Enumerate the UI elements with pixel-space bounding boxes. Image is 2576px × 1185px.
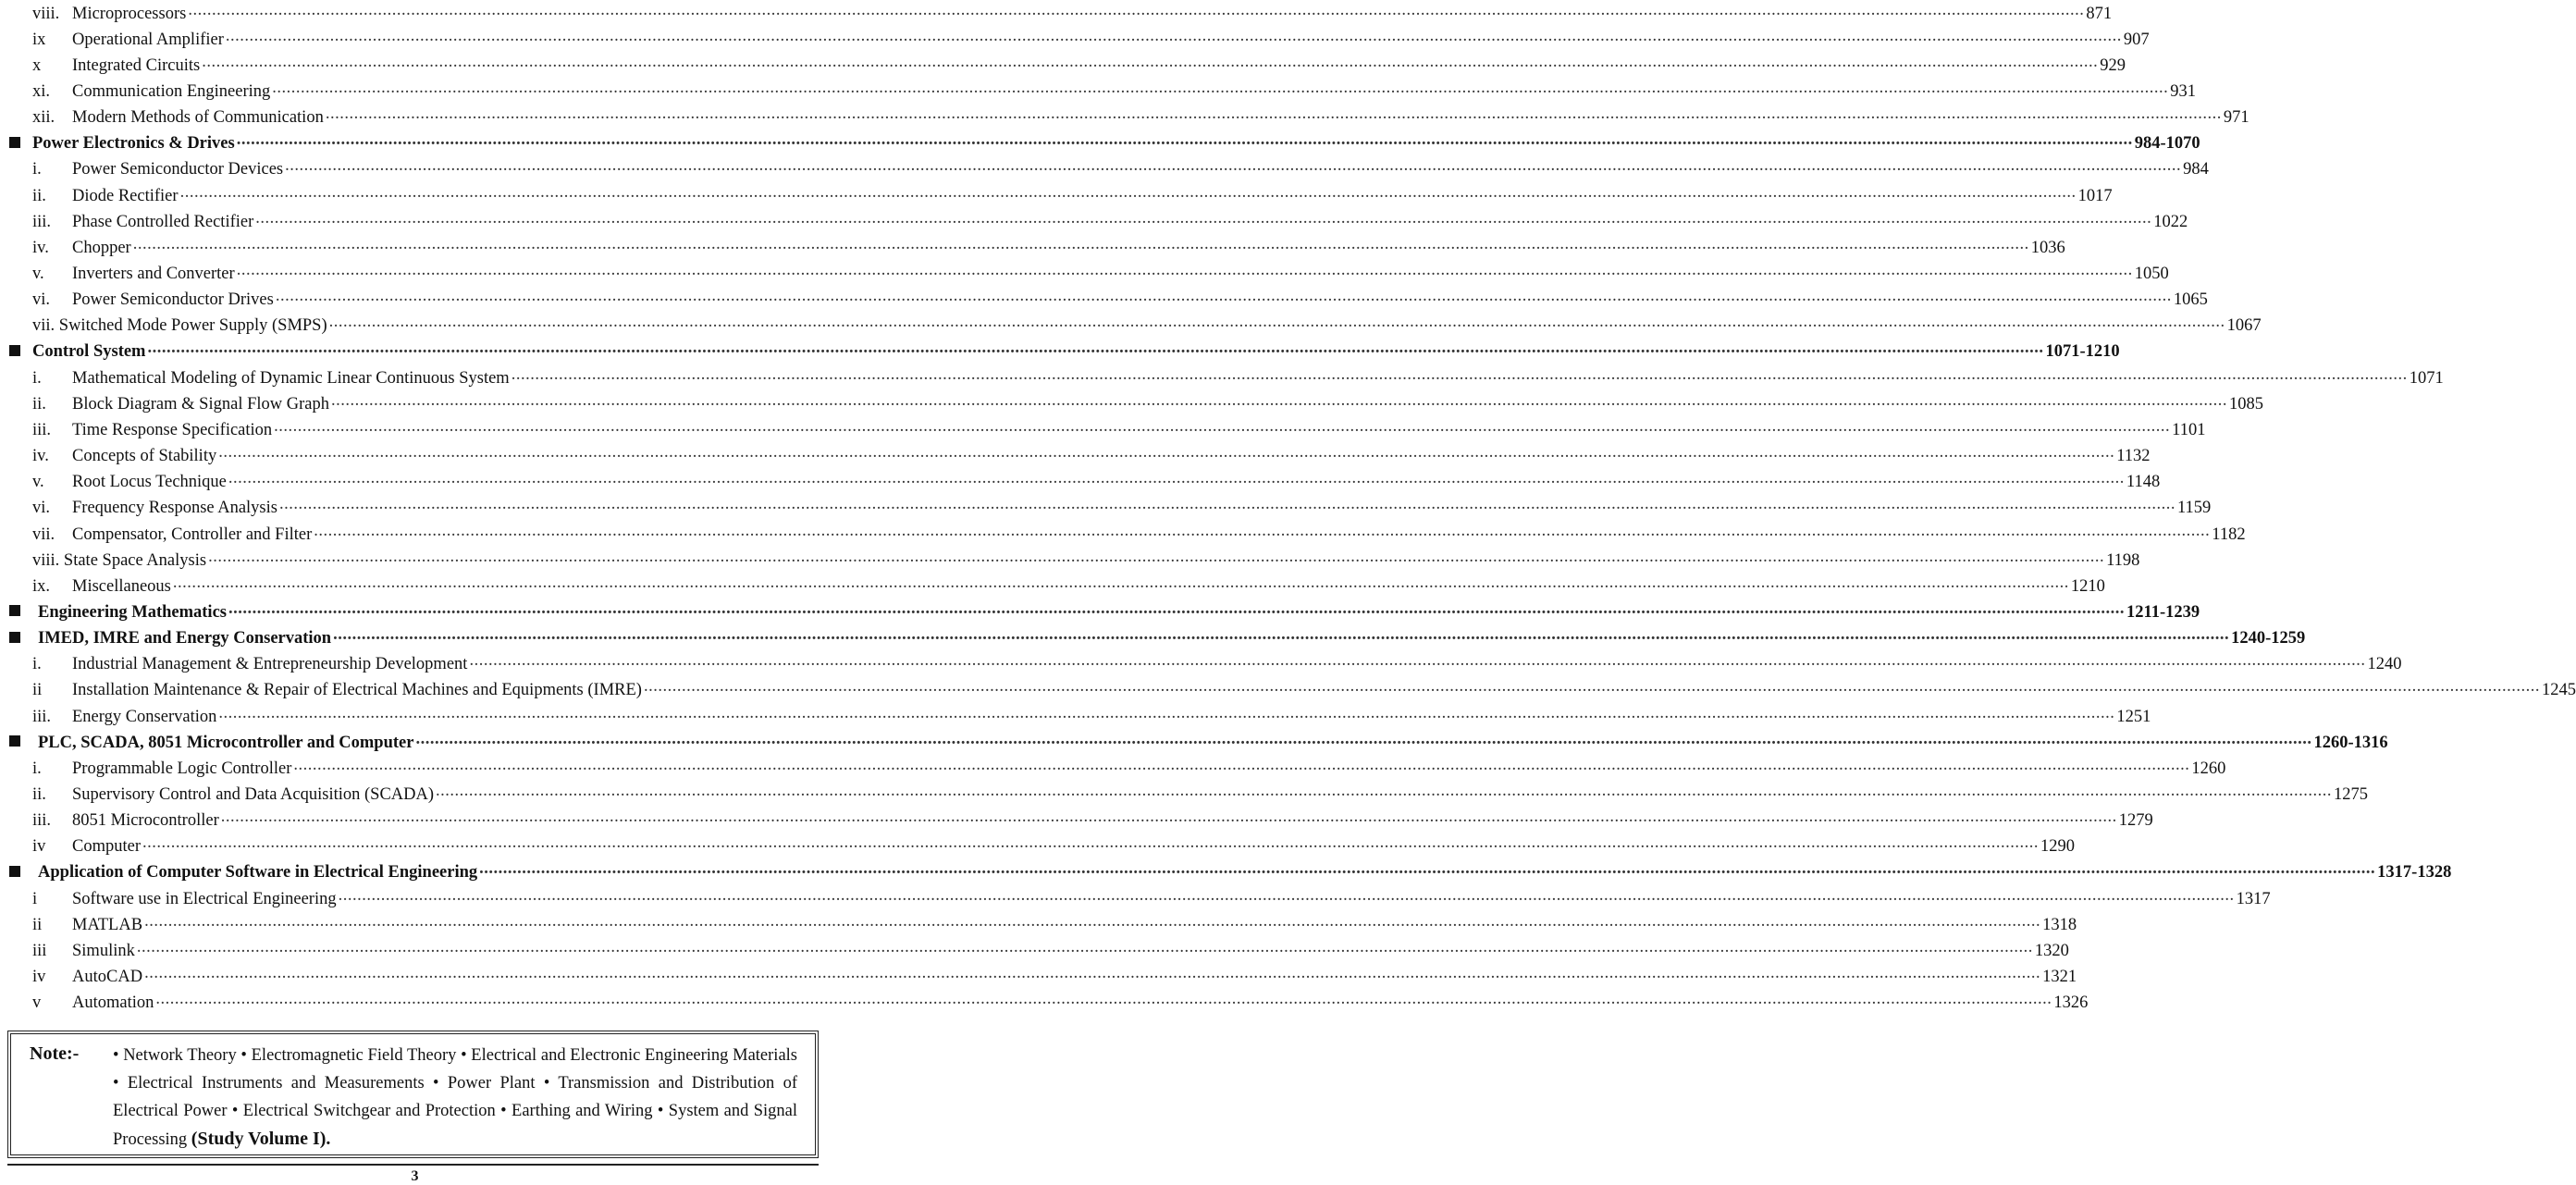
toc-entry <box>0 313 2262 339</box>
toc-entry-page: 1132 <box>2116 447 2151 466</box>
toc-entry-page: 1159 <box>2176 499 2212 518</box>
toc-entry-title: Modern Methods of Communication <box>72 108 324 128</box>
toc-entry-title: IMED, IMRE and Energy Conservation <box>38 629 332 648</box>
toc-entry-page: 1320 <box>2034 941 2069 960</box>
toc-entry-title: Control System <box>32 342 146 362</box>
toc-entry-number: iii. <box>32 212 52 231</box>
dot-leader: ................................................................................................................................................................................................................................................................................................................................................................................................................ <box>293 755 2190 774</box>
toc-entry-page: 971 <box>2223 108 2249 128</box>
toc-entry <box>0 495 2212 521</box>
toc-entry-page: 984 <box>2183 160 2209 179</box>
toc-entry-number: iv <box>32 968 46 987</box>
toc-entry-title: Industrial Management & Entrepreneurship Development <box>72 655 468 674</box>
toc-entry <box>0 782 2369 808</box>
dot-leader: ................................................................................................................................................................................................................................................................................................................................................................................................................ <box>188 0 2085 19</box>
toc-entry-number: i. <box>32 655 42 674</box>
toc-entry-number: iv <box>32 837 46 857</box>
toc-entry-page: 1148 <box>2126 473 2161 492</box>
dot-leader: ................................................................................................................................................................................................................................................................................................................................................................................................................ <box>255 208 2152 228</box>
dot-leader: ................................................................................................................................................................................................................................................................................................................................................................................................................ <box>218 703 2115 722</box>
dot-leader: ................................................................................................................................................................................................................................................................................................................................................................................................................ <box>147 339 2044 358</box>
toc-entry-title: Engineering Mathematics <box>38 602 227 622</box>
dot-leader: ................................................................................................................................................................................................................................................................................................................................................................................................................ <box>436 782 2333 800</box>
toc-entry-title: Root Locus Technique <box>72 473 227 492</box>
toc-entry-page: 1240 <box>2367 655 2402 674</box>
toc-entry <box>0 469 2161 495</box>
toc-entry-page: 1279 <box>2118 811 2153 831</box>
footer-rule <box>7 1164 819 1166</box>
note-item: Electrical Instruments and Measurements <box>127 1074 425 1092</box>
toc-entry <box>0 651 2402 677</box>
toc-entry <box>0 26 2150 52</box>
toc-entry-page: 1036 <box>2030 238 2065 257</box>
toc-entry <box>0 703 2151 729</box>
dot-leader: ................................................................................................................................................................................................................................................................................................................................................................................................................ <box>479 859 2376 879</box>
dot-leader: ................................................................................................................................................................................................................................................................................................................................................................................................................ <box>236 261 2133 279</box>
toc-entry-number: iii. <box>32 811 52 831</box>
toc-entry-page: 1326 <box>2053 994 2089 1013</box>
toc-entry-title: Frequency Response Analysis <box>72 499 277 518</box>
toc-entry <box>0 443 2151 469</box>
dot-leader: ................................................................................................................................................................................................................................................................................................................................................................................................................ <box>469 651 2366 671</box>
toc-entry-title: Simulink <box>72 941 135 960</box>
toc-entry-page: 1067 <box>2226 316 2262 336</box>
toc-entry <box>0 677 2576 703</box>
square-bullet-icon <box>9 632 20 643</box>
dot-leader: ................................................................................................................................................................................................................................................................................................................................................................................................................ <box>144 911 2041 931</box>
toc-entry-title: PLC, SCADA, 8051 Microcontroller and Computer <box>38 733 414 752</box>
toc-entry <box>0 182 2113 208</box>
toc-entry-number: x <box>32 56 42 75</box>
toc-entry-page: 1182 <box>2212 525 2246 544</box>
toc-entry <box>0 911 2077 937</box>
dot-leader: ................................................................................................................................................................................................................................................................................................................................................................................................................ <box>218 443 2115 463</box>
note-item: Earthing and Wiring <box>512 1102 653 1120</box>
dot-leader: ................................................................................................................................................................................................................................................................................................................................................................................................................ <box>202 52 2099 71</box>
toc-entry-number: ix <box>32 30 46 49</box>
toc-entry-title: Communication Engineering <box>72 81 271 101</box>
toc-entry <box>0 521 2246 547</box>
toc-entry-page: 907 <box>2123 30 2150 49</box>
toc-entry-title: vii. Switched Mode Power Supply (SMPS) <box>32 316 327 336</box>
toc-entry-number: ix. <box>32 576 51 596</box>
toc-entry-number: ii. <box>32 394 46 414</box>
toc-entry-title: Software use in Electrical Engineering <box>72 889 337 908</box>
square-bullet-icon <box>9 137 20 148</box>
toc-entry-title: Integrated Circuits <box>72 56 201 75</box>
note-item: Electrical and Electronic Engineering Materials <box>471 1046 797 1065</box>
toc-entry-number: iv. <box>32 238 49 257</box>
toc-entry-title: Microprocessors <box>72 4 187 23</box>
toc-entry-page: 1290 <box>2040 837 2075 857</box>
note-item: Electrical Switchgear and Protection <box>242 1102 496 1120</box>
dot-leader: ................................................................................................................................................................................................................................................................................................................................................................................................................ <box>132 234 2029 253</box>
toc-entry-title: Block Diagram & Signal Flow Graph <box>72 394 329 414</box>
toc-entry-number: iii <box>32 941 47 960</box>
toc-entry-title: Miscellaneous <box>72 576 171 596</box>
toc-entry-number: v. <box>32 473 44 492</box>
toc-entry-title: Operational Amplifier <box>72 30 224 49</box>
note-item: Electromagnetic Field Theory <box>251 1046 457 1065</box>
toc-entry-number: iv. <box>32 447 49 466</box>
toc-entry-page: 1071-1210 <box>2045 342 2120 362</box>
toc-entry-title: AutoCAD <box>72 968 143 987</box>
toc-entry-title: Power Electronics & Drives <box>32 134 235 154</box>
toc-section-heading <box>0 859 2452 885</box>
toc-entry-page: 1251 <box>2116 707 2151 726</box>
toc-entry-title: Programmable Logic Controller <box>72 759 292 778</box>
toc-entry-title: Concepts of Stability <box>72 447 217 466</box>
toc-entry-page: 1260 <box>2191 759 2226 778</box>
toc-entry <box>0 547 2140 573</box>
toc-entry-page: 1050 <box>2134 265 2169 283</box>
toc-entry-number: iii. <box>32 707 52 726</box>
note-item: Network Theory <box>123 1046 237 1065</box>
dot-leader: ................................................................................................................................................................................................................................................................................................................................................................................................................ <box>333 625 2230 645</box>
toc-entry-page: 1245 <box>2541 681 2576 700</box>
toc-entry-page: 1318 <box>2042 915 2077 934</box>
square-bullet-icon <box>9 866 20 877</box>
dot-leader: ................................................................................................................................................................................................................................................................................................................................................................................................................ <box>285 156 2182 176</box>
dot-leader: ................................................................................................................................................................................................................................................................................................................................................................................................................ <box>274 416 2171 436</box>
dot-leader: ................................................................................................................................................................................................................................................................................................................................................................................................................ <box>325 105 2222 124</box>
toc-entry-number: vi. <box>32 290 51 310</box>
toc-entry-number: iii. <box>32 420 52 439</box>
toc-entry-number: i. <box>32 759 42 778</box>
toc-entry <box>0 234 2065 260</box>
toc-entry-number: ii. <box>32 186 46 205</box>
toc-entry-page: 1210 <box>2070 576 2105 596</box>
dot-leader: ................................................................................................................................................................................................................................................................................................................................................................................................................ <box>314 521 2211 540</box>
note-item: Transmission and Distribution of Electrical Power <box>113 1074 797 1120</box>
toc-entry-title: Automation <box>72 994 154 1013</box>
dot-leader: ................................................................................................................................................................................................................................................................................................................................................................................................................ <box>155 990 2052 1009</box>
toc-entry <box>0 390 2263 416</box>
toc-entry-page: 1022 <box>2153 212 2188 231</box>
toc-section-heading <box>0 729 2388 755</box>
toc-section-heading <box>0 599 2200 624</box>
toc-entry-page: 1198 <box>2106 550 2140 570</box>
toc-entry-number: ii <box>32 915 43 934</box>
toc-entry-page: 984-1070 <box>2134 134 2200 154</box>
toc-entry-page: 871 <box>2086 4 2113 23</box>
dot-leader: ................................................................................................................................................................................................................................................................................................................................................................................................................ <box>272 78 2169 97</box>
toc-entry-number: vi. <box>32 499 51 518</box>
toc-entry-title: Mathematical Modeling of Dynamic Linear Continuous System <box>72 368 510 388</box>
toc-entry <box>0 52 2126 78</box>
toc-entry-page: 1101 <box>2172 420 2206 439</box>
toc-entry-title: viii. State Space Analysis <box>32 550 207 570</box>
toc-entry <box>0 105 2249 130</box>
toc-entry <box>0 964 2077 990</box>
note-item: System and Signal Processing <box>113 1102 798 1149</box>
toc-entry-title: Diode Rectifier <box>72 186 179 205</box>
toc-entry <box>0 0 2113 26</box>
toc-entry <box>0 755 2226 781</box>
note-suffix: (Study Volume I). <box>191 1129 331 1149</box>
dot-leader: ................................................................................................................................................................................................................................................................................................................................................................................................................ <box>328 313 2225 332</box>
toc-entry <box>0 364 2444 390</box>
toc-entry-page: 931 <box>2170 81 2196 101</box>
toc-entry-page: 1017 <box>2077 186 2113 205</box>
toc-entry-title: Energy Conservation <box>72 707 217 726</box>
toc-section-heading <box>0 339 2120 364</box>
toc-entry <box>0 208 2188 234</box>
square-bullet-icon <box>9 735 20 747</box>
toc-entry <box>0 808 2153 833</box>
toc-entry-title: Phase Controlled Rectifier <box>72 212 254 231</box>
toc-entry-page: 1317-1328 <box>2377 863 2452 883</box>
toc-entry-title: Supervisory Control and Data Acquisition (SCADA) <box>72 785 435 804</box>
toc-entry-page: 929 <box>2100 56 2126 75</box>
toc-entry-number: v. <box>32 265 44 283</box>
dot-leader: ................................................................................................................................................................................................................................................................................................................................................................................................................ <box>142 833 2039 853</box>
toc-entry-title: Computer <box>72 837 141 857</box>
toc-entry-title: Compensator, Controller and Filter <box>72 525 313 544</box>
toc-entry-title: Power Semiconductor Drives <box>72 290 274 310</box>
dot-leader: ................................................................................................................................................................................................................................................................................................................................................................................................................ <box>208 547 2105 566</box>
toc-entry-number: i <box>32 889 38 908</box>
toc-entry-title: Installation Maintenance & Repair of Electrical Machines and Equipments (IMRE) <box>72 681 642 700</box>
toc-entry-number: viii. <box>32 4 60 23</box>
toc-entry-page: 1071 <box>2409 368 2444 388</box>
toc-entry-title: Power Semiconductor Devices <box>72 160 284 179</box>
toc-entry-title: Chopper <box>72 238 131 257</box>
dot-leader: ................................................................................................................................................................................................................................................................................................................................................................................................................ <box>172 573 2069 592</box>
dot-leader: ................................................................................................................................................................................................................................................................................................................................................................................................................ <box>220 808 2117 827</box>
toc-entry-page: 1211-1239 <box>2126 602 2200 622</box>
toc-entry-title: Application of Computer Software in Electrical Engineering <box>38 863 478 883</box>
toc-entry <box>0 937 2069 963</box>
square-bullet-icon <box>9 345 20 356</box>
toc-entry-page: 1321 <box>2042 968 2077 987</box>
toc-entry-number: i. <box>32 160 42 179</box>
toc-entry-number: xii. <box>32 108 55 128</box>
toc-entry-page: 1085 <box>2228 394 2263 414</box>
note-box <box>7 1031 819 1158</box>
dot-leader: ................................................................................................................................................................................................................................................................................................................................................................................................................ <box>228 599 2125 618</box>
toc-entry-page: 1065 <box>2173 290 2208 310</box>
toc-entry-title: Inverters and Converter <box>72 265 235 283</box>
toc-entry-page: 1317 <box>2236 889 2271 908</box>
dot-leader: ................................................................................................................................................................................................................................................................................................................................................................................................................ <box>225 26 2122 45</box>
toc-entry <box>0 78 2196 104</box>
dot-leader: ................................................................................................................................................................................................................................................................................................................................................................................................................ <box>136 937 2033 957</box>
note-text: • Network Theory • Electromagnetic Field Theory • Electrical and Electronic Engineering Materials • Electrical Instruments and Measurements • Power Plant • Transmission and Distribution of Electrical Power • Electrical Switchgear and Protection • Earthing and Wiring • System and Signal Processing (Study Volume I). <box>113 1046 798 1149</box>
toc-entry-number: xi. <box>32 81 51 101</box>
toc-entry-page: 1260-1316 <box>2313 733 2388 752</box>
toc-entry <box>0 885 2271 911</box>
dot-leader: ................................................................................................................................................................................................................................................................................................................................................................................................................ <box>338 885 2235 905</box>
dot-leader: ................................................................................................................................................................................................................................................................................................................................................................................................................ <box>179 182 2077 202</box>
toc-entry <box>0 833 2075 859</box>
note-item: Power Plant <box>447 1074 536 1092</box>
toc-entry-number: v <box>32 994 42 1013</box>
dot-leader: ................................................................................................................................................................................................................................................................................................................................................................................................................ <box>278 495 2175 514</box>
dot-leader: ................................................................................................................................................................................................................................................................................................................................................................................................................ <box>415 729 2312 748</box>
toc-entry-title: 8051 Microcontroller <box>72 811 219 831</box>
dot-leader: ................................................................................................................................................................................................................................................................................................................................................................................................................ <box>228 469 2125 488</box>
dot-leader: ................................................................................................................................................................................................................................................................................................................................................................................................................ <box>275 287 2172 306</box>
toc-section-heading <box>0 625 2306 651</box>
toc-entry-title: Time Response Specification <box>72 420 273 439</box>
toc-entry <box>0 287 2208 313</box>
toc-entry-number: i. <box>32 368 42 388</box>
toc-entry-page: 1240-1259 <box>2231 629 2306 648</box>
dot-leader: ................................................................................................................................................................................................................................................................................................................................................................................................................ <box>330 390 2227 410</box>
toc-entry-number: ii. <box>32 785 46 804</box>
dot-leader: ................................................................................................................................................................................................................................................................................................................................................................................................................ <box>144 964 2041 983</box>
square-bullet-icon <box>9 605 20 616</box>
toc-entry-number: ii <box>32 681 43 700</box>
page-number: 3 <box>411 1168 419 1184</box>
toc-entry <box>0 156 2209 182</box>
toc-entry-title: MATLAB <box>72 915 143 934</box>
toc-entry-number: vii. <box>32 525 55 544</box>
toc-entry <box>0 573 2105 599</box>
toc-entry <box>0 990 2089 1016</box>
toc-entry <box>0 261 2169 287</box>
dot-leader: ................................................................................................................................................................................................................................................................................................................................................................................................................ <box>236 130 2133 150</box>
toc-entry-page: 1275 <box>2334 785 2369 804</box>
dot-leader: ................................................................................................................................................................................................................................................................................................................................................................................................................ <box>643 677 2540 697</box>
note-label: Note:- <box>30 1043 80 1064</box>
toc-entry <box>0 416 2206 442</box>
toc-section-heading <box>0 130 2200 156</box>
dot-leader: ................................................................................................................................................................................................................................................................................................................................................................................................................ <box>511 364 2408 384</box>
